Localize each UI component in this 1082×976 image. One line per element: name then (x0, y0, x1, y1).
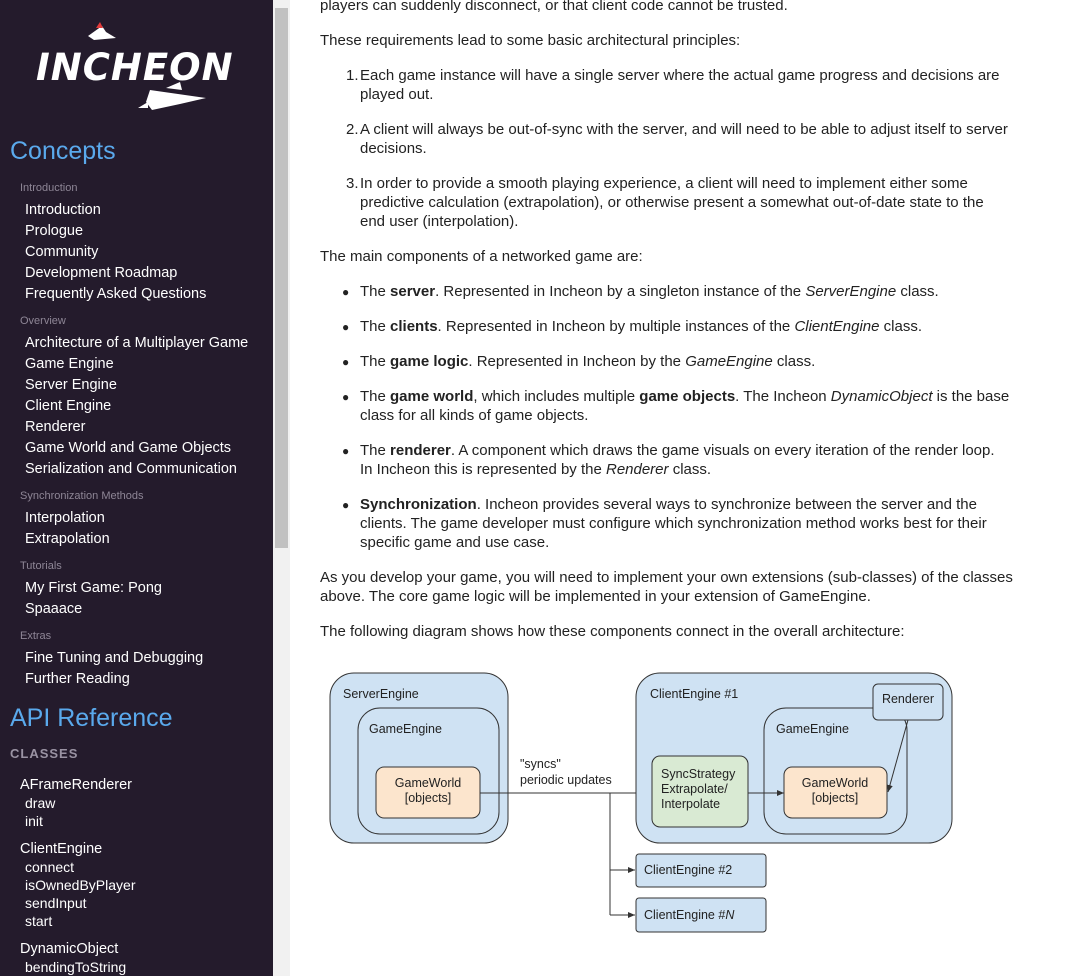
logo-text: INCHEON (36, 46, 234, 89)
list-number: 1. (346, 67, 359, 84)
nav-prologue[interactable]: Prologue (25, 223, 84, 239)
category-overview: Overview (20, 315, 66, 327)
paragraph-top: players can suddenly disconnect, or that client code cannot be trusted. (320, 0, 788, 14)
method-sendinput[interactable]: sendInput (25, 895, 87, 911)
sidebar (0, 0, 273, 976)
list-item: A client will always be out-of-sync with the server, and will need to be able to adjust itself to server decisions. (360, 121, 1008, 157)
server-game-world-objects: [objects] (404, 791, 452, 805)
server-game-world-label: GameWorld (394, 776, 462, 790)
sync-strategy-extrapolate: Extrapolate/ (661, 782, 728, 796)
nav-fine-tuning[interactable]: Fine Tuning and Debugging (25, 650, 204, 666)
list-item-server: The server. Represented in Incheon by a singleton instance of the ServerEngine class. (360, 283, 939, 300)
concepts-title[interactable]: Concepts (10, 137, 116, 165)
scrollbar-thumb[interactable] (275, 8, 288, 548)
paragraph-develop: As you develop your game, you will need to implement your own extensions (sub-classes) of the classes above. The core game logic will be implemented in your extension of GameEngine. (320, 569, 1013, 605)
nav-game-engine[interactable]: Game Engine (25, 356, 114, 372)
nav-interpolation[interactable]: Interpolation (25, 510, 105, 526)
method-draw[interactable]: draw (25, 795, 56, 811)
nav-introduction[interactable]: Introduction (25, 202, 101, 218)
client-game-world-objects: [objects] (811, 791, 859, 805)
nav-further-reading[interactable]: Further Reading (25, 671, 130, 687)
nav-community[interactable]: Community (25, 244, 99, 260)
method-init[interactable]: init (25, 813, 43, 829)
paragraph-components-intro: The main components of a networked game are: (320, 248, 643, 265)
nav-client-engine[interactable]: Client Engine (25, 398, 112, 414)
client-game-world-label: GameWorld (801, 776, 869, 790)
category-synchronization: Synchronization Methods (20, 490, 144, 502)
category-extras: Extras (20, 630, 52, 642)
method-start[interactable]: start (25, 913, 53, 929)
paragraph-principles-intro: These requirements lead to some basic architectural principles: (320, 32, 741, 49)
category-tutorials: Tutorials (20, 560, 62, 572)
nav-pong[interactable]: My First Game: Pong (25, 580, 162, 596)
nav-extrapolation[interactable]: Extrapolation (25, 531, 110, 547)
sync-strategy-interpolate: Interpolate (661, 797, 721, 811)
method-connect[interactable]: connect (25, 859, 75, 875)
list-number: 2. (346, 121, 359, 138)
nav-server-engine[interactable]: Server Engine (25, 377, 117, 393)
list-item-game-logic: The game logic. Represented in Incheon by the GameEngine class. (360, 353, 816, 370)
nav-game-world[interactable]: Game World and Game Objects (25, 440, 232, 456)
class-clientengine[interactable]: ClientEngine (20, 841, 103, 857)
class-aframerenderer[interactable]: AFrameRenderer (20, 777, 133, 793)
periodic-updates-label: periodic updates (520, 773, 612, 787)
nav-renderer[interactable]: Renderer (25, 419, 86, 435)
list-item-synchronization: Synchronization. Incheon provides several ways to synchronize between the server and the clients. The game developer must configure which synchronization method works best for their specific game and use case. (360, 496, 987, 551)
nav-architecture[interactable]: Architecture of a Multiplayer Game (25, 335, 249, 351)
incheon-logo[interactable] (30, 18, 234, 118)
server-game-engine-label: GameEngine (369, 722, 442, 736)
paragraph-diagram-intro: The following diagram shows how these components connect in the overall architecture: (320, 623, 905, 640)
category-introduction: Introduction (20, 182, 78, 194)
sync-strategy-label: SyncStrategy (661, 767, 736, 781)
nav-spaaace[interactable]: Spaaace (25, 601, 83, 617)
list-item-game-world: The game world, which includes multiple game objects. The Incheon DynamicObject is the base class for all kinds of game objects. (360, 388, 1010, 424)
syncs-label: "syncs" (520, 757, 561, 771)
renderer-label: Renderer (881, 692, 935, 706)
classes-header: CLASSES (10, 746, 79, 761)
client-engine-n-label: ClientEngine #N (644, 908, 735, 922)
list-item: In order to provide a smooth playing experience, a client will need to implement either some predictive calculation (extrapolation), or otherwise present a somewhat out-of-date state to the end user (interpolation). (360, 175, 984, 230)
class-dynamicobject[interactable]: DynamicObject (20, 941, 119, 957)
method-bendingtostring[interactable]: bendingToString (25, 959, 127, 975)
client-engine-1-label: ClientEngine #1 (650, 687, 739, 701)
method-isownedbyplayer[interactable]: isOwnedByPlayer (25, 877, 136, 893)
list-number: 3. (346, 175, 359, 192)
server-engine-label: ServerEngine (343, 687, 419, 701)
client-engine-2-label: ClientEngine #2 (644, 863, 733, 877)
list-item: Each game instance will have a single server where the actual game progress and decisions are played out. (360, 67, 1000, 103)
list-item-clients: The clients. Represented in Incheon by multiple instances of the ClientEngine class. (360, 318, 923, 335)
list-item-renderer: The renderer. A component which draws the game visuals on every iteration of the render loop. In Incheon this is represented by the Renderer class. (360, 442, 995, 478)
architecture-diagram (320, 660, 970, 950)
client-game-engine-label: GameEngine (776, 722, 849, 736)
nav-faq[interactable]: Frequently Asked Questions (25, 286, 207, 302)
api-reference-title[interactable]: API Reference (10, 704, 173, 732)
nav-development-roadmap[interactable]: Development Roadmap (25, 265, 178, 281)
nav-serialization[interactable]: Serialization and Communication (25, 461, 237, 477)
